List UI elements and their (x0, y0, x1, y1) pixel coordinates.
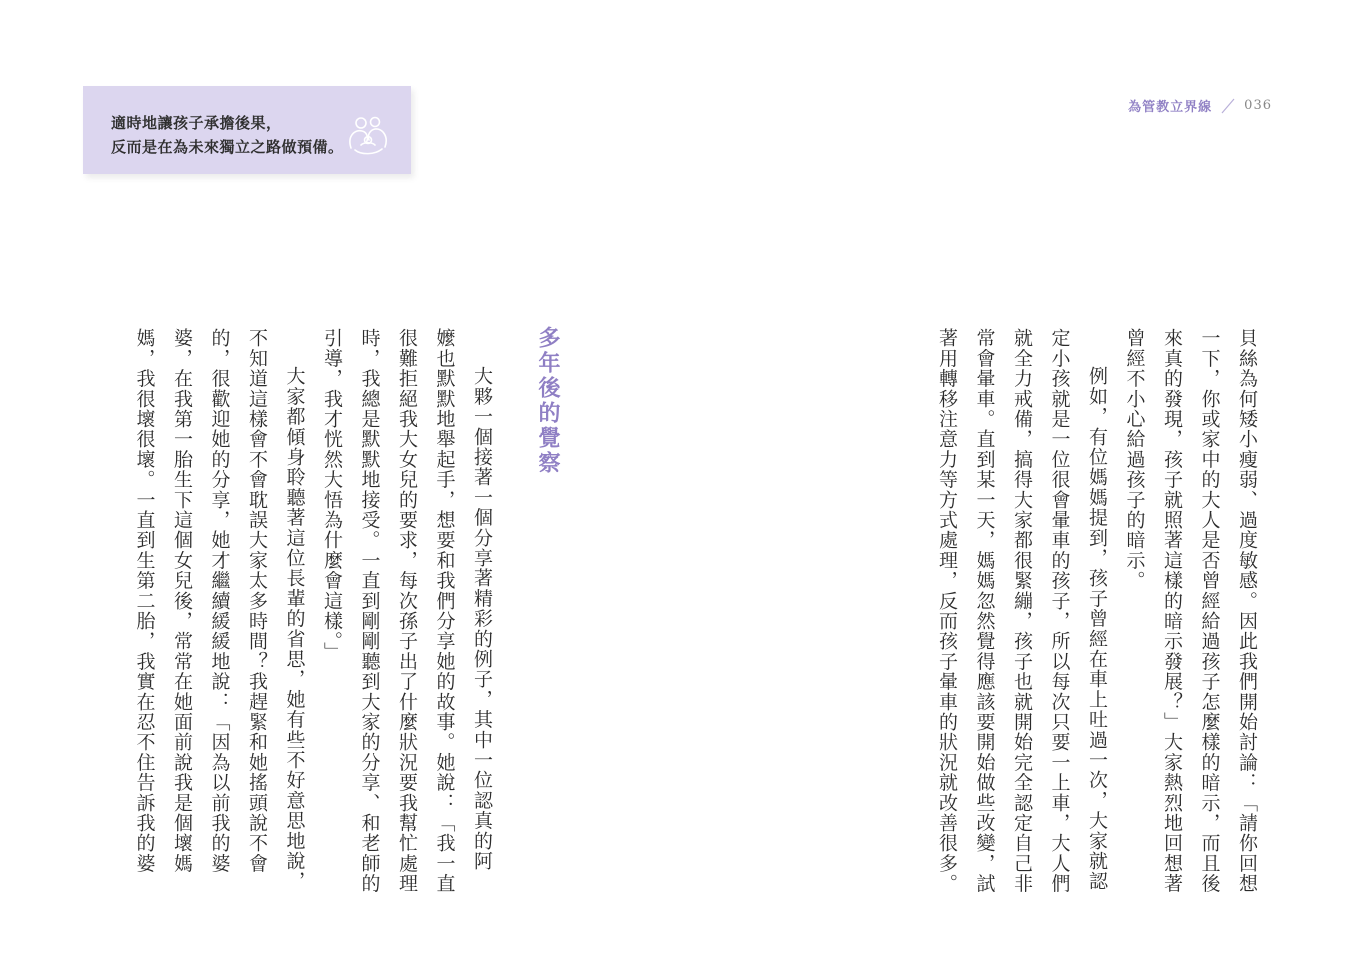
slash-divider-icon (1220, 98, 1236, 114)
text-line: 大家都傾身聆聽著這位長輩的省思，她有些不好意思地說， (283, 366, 306, 892)
quote-line-1: 適時地讓孩子承擔後果， (111, 114, 282, 132)
text-line: 來真的發現，孩子就照著這樣的暗示發展？」大家熱烈地回想著 (1161, 328, 1183, 894)
left-page-text (125, 328, 500, 894)
text-line: 大夥一個接著一個分享著精彩的例子，其中一位認真的阿 (471, 366, 493, 871)
quote-card (83, 86, 411, 174)
text-line: 就全力戒備，搞得大家都很緊繃，孩子也就開始完全認定自己非 (1011, 328, 1033, 894)
text-line: 婆，在我第一胎生下這個女兒後，常常在她面前說我是個壞媽 (171, 328, 193, 874)
text-line: 著用轉移注意力等方式處理，反而孩子暈車的狀況就改善很多。 (936, 328, 958, 894)
page-number: 036 (1244, 98, 1272, 113)
right-page-text (928, 328, 1266, 894)
text-line: 曾經不小心給過孩子的暗示。 (1123, 328, 1146, 591)
text-line: 貝絲為何矮小瘦弱、過度敏感。因此我們開始討論：「請你回想 (1236, 328, 1258, 894)
section-heading: 多年後的覺察 (535, 326, 561, 476)
text-line: 很難拒絕我大女兒的要求，每次孫子出了什麼狀況要我幫忙處理 (396, 328, 418, 894)
text-line: 一下，你或家中的大人是否曾經給過孩子怎麼樣的暗示，而且後 (1198, 328, 1221, 894)
text-line: 媽，我很壞很壞。一直到生第二胎，我實在忍不住告訴我的婆 (133, 328, 156, 874)
text-line: 定小孩就是一位很會暈車的孩子，所以每次只要一上車，大人們 (1048, 328, 1071, 894)
text-line: 時，我總是默默地接受。一直到剛剛聽到大家的分享、和老師的 (358, 328, 381, 894)
text-line: 嬤也默默地舉起手，想要和我們分享她的故事。她說：「我一直 (433, 328, 456, 894)
text-line: 常會暈車。直到某一天，媽媽忽然覺得應該要開始做些改變，試 (973, 328, 996, 894)
header-title: 為管教立界線 (1128, 100, 1213, 115)
text-line: 的，很歡迎她的分享，她才繼續緩緩地說：「因為以前我的婆 (208, 328, 231, 874)
running-header (1128, 96, 1272, 115)
quote-line-2: 反而是在為未來獨立之路做預備。 (111, 138, 344, 156)
text-line: 不知道這樣會不會耽誤大家太多時間？我趕緊和她搖頭說不會 (246, 328, 268, 874)
text-line: 例如，有位媽媽提到，孩子曾經在車上吐過一次，大家就認 (1086, 366, 1108, 892)
family-hug-icon (345, 114, 391, 156)
text-line: 引導，我才恍然大悟為什麼會這樣。」 (321, 328, 343, 662)
